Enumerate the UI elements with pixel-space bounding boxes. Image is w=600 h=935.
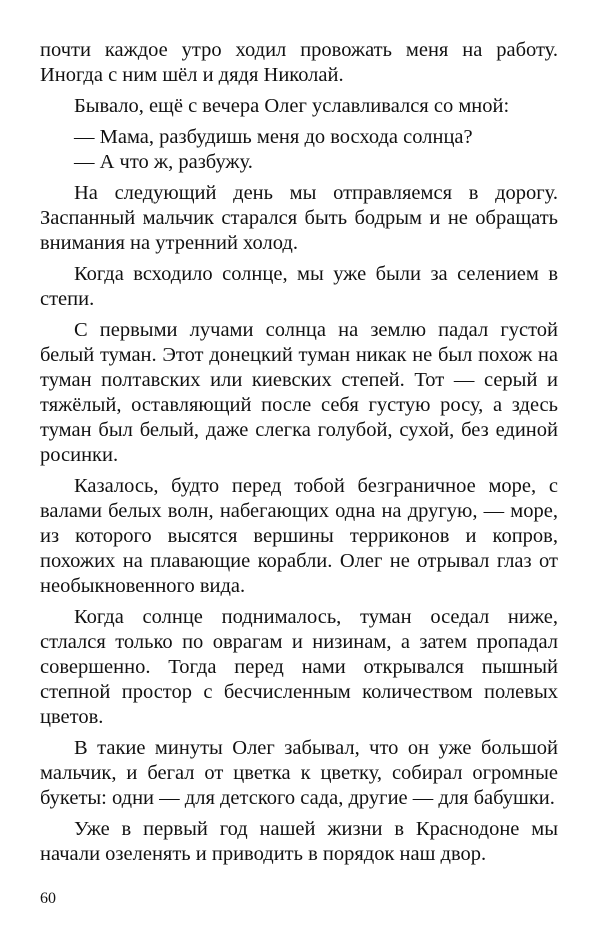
body-text [40, 38, 558, 873]
page-number: 60 [40, 890, 56, 907]
dialogue-line: — А что ж, разбужу. [74, 151, 253, 173]
paragraph: почти каждое утро ходил провожать меня на работу. Иногда с ним шёл и дядя Николай. [40, 39, 558, 86]
dialogue-line: — Мама, разбудишь меня до восхода солнца? [74, 126, 473, 148]
paragraph: Когда солнце поднималось, туман оседал ниже, стлался только по оврагам и низинам, а затем пропадал совершенно. Тогда перед нами открывался пышный степной простор с бесчисленным количеством полевых цветов. [40, 606, 558, 728]
paragraph: В такие минуты Олег забывал, что он уже большой мальчик, и бегал от цветка к цветку, собирал огромные букеты: одни — для детского сада, другие — для бабушки. [40, 737, 558, 809]
paragraph: На следующий день мы отправляемся в дорогу. Заспанный мальчик старался быть бодрым и не обращать внимания на утренний холод. [40, 182, 558, 254]
paragraph: Уже в первый год нашей жизни в Краснодоне мы начали озеленять и приводить в порядок наш двор. [40, 818, 558, 865]
paragraph: С первыми лучами солнца на землю падал густой белый туман. Этот донецкий туман никак не был похож на туман полтавских или киевских степей. Тот — серый и тяжёлый, оставляющий после себя густую росу, а здесь туман был белый, даже слегка голубой, сухой, без единой росинки. [40, 319, 558, 466]
paragraph: Когда всходило солнце, мы уже были за селением в степи. [40, 263, 558, 310]
paragraph: Бывало, ещё с вечера Олег уславливался со мной: [74, 95, 510, 117]
paragraph: Казалось, будто перед тобой безграничное море, с валами белых волн, набегающих одна на другую, — море, из которого высятся вершины терриконов и копров, похожих на плавающие корабли. Олег не отрывал глаз от необыкновенного вида. [40, 475, 558, 597]
